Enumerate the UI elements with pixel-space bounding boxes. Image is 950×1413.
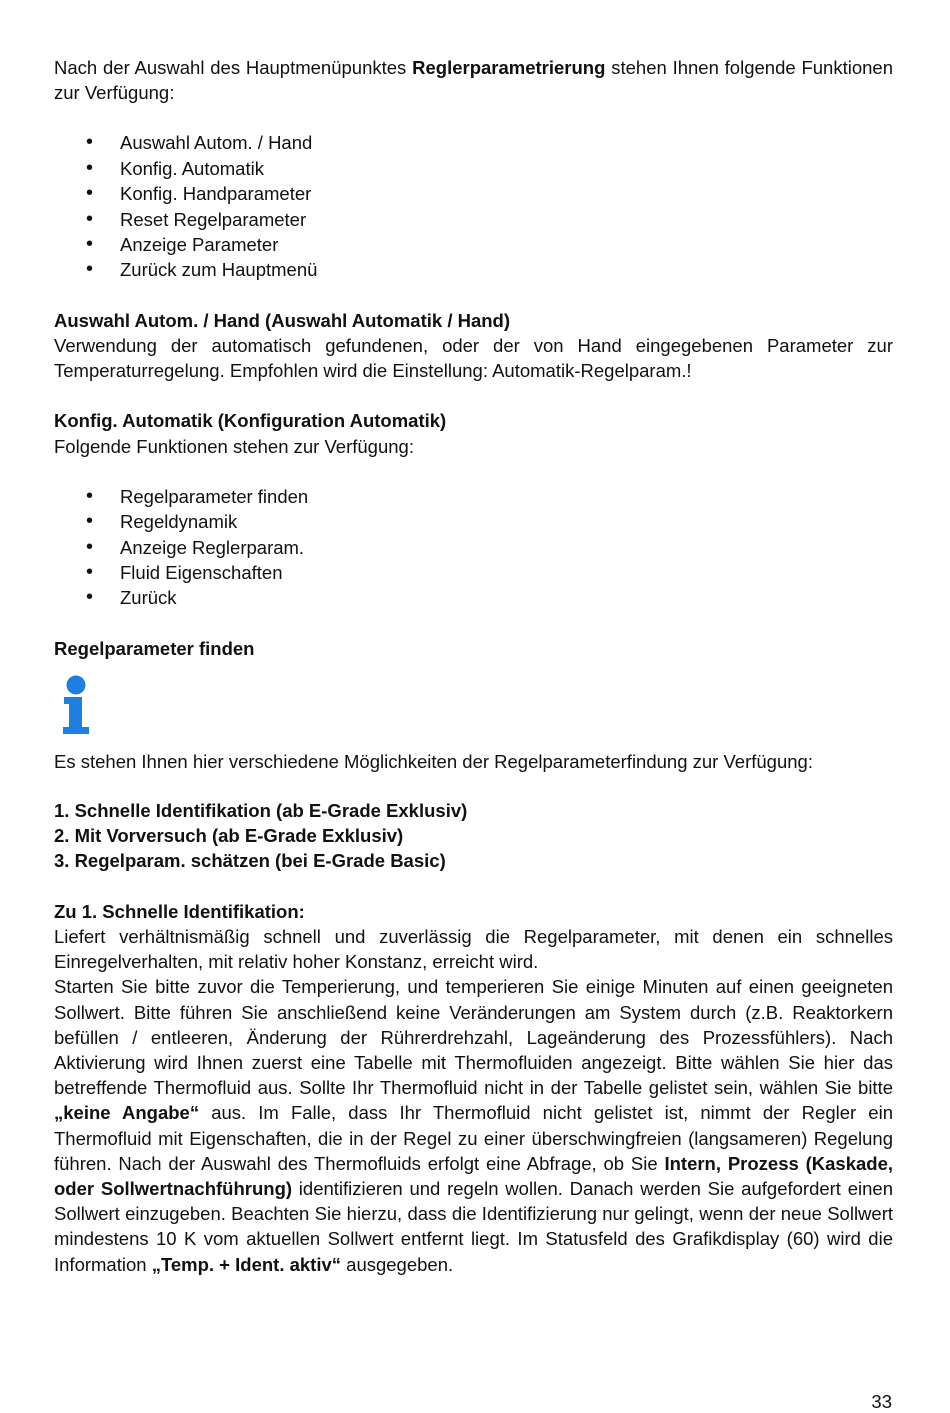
list-item: • Konfig. Automatik (54, 156, 893, 181)
intro-text-end: stehen Ihnen folgende Funktionen zur Verfügung: (54, 57, 893, 104)
konfig-text: Folgende Funktionen stehen zur Verfügung: (54, 435, 414, 457)
main-menu-list (54, 130, 893, 282)
list-item: • Konfig. Handparameter (54, 181, 893, 206)
intro-bold-term: Reglerparametrierung (412, 57, 606, 78)
konfig-heading: Konfig. Automatik (Konfiguration Automatik) (54, 410, 447, 432)
intro-text: Nach der Auswahl des Hauptmenüpunktes (54, 57, 413, 78)
zu1-paragraph-1: Liefert verhältnismäßig schnell und zuverlässig die Regelparameter, mit denen ein schnelles Einregelverhalten, mit relativ hoher Konstanz, erreicht wird. (54, 925, 893, 973)
zu1-heading: Zu 1. Schnelle Identifikation: (54, 900, 305, 922)
zu1-text: Starten Sie bitte zuvor die Temperierung, und temperieren Sie einige Minuten auf einen geeigneten Sollwert. Bitte führen Sie anschließend keine Veränderungen am System durch (z.B. Reaktorkern befüllen / entleeren, Änderung der Rührerdrehzahl, Lageänderung des Prozessfühlers). Nach Aktivierung wird Ihnen zuerst eine Tabelle mit Thermofluiden angezeigt. Bitte wählen Sie hier das betreffende Thermofluid aus. Sollte Ihr Thermofluid nicht in der Tabelle gelistet sein, wählen Sie bitte (54, 976, 893, 1099)
auswahl-text: Verwendung der automatisch gefundenen, oder der von Hand eingegebenen Parameter zur Temperaturregelung. Empfohlen wird die Einstellung: Automatik-Regelparam.! (54, 335, 893, 382)
list-item: • Zurück (54, 585, 893, 610)
zu1-text: identifizieren und regeln wollen. Danach werden Sie aufgefordert einen Sollwert einzugeben. Beachten Sie hierzu, dass die Identifizierung nur gelingt, wenn der neue Sollwert mindestens 10 K vom aktuellen Sollwert entfernt liegt. Im Statusfeld des Grafikdisplay (60) wird die Information (54, 1177, 893, 1275)
regelparameter-heading: Regelparameter finden (54, 637, 255, 659)
list-item: • Anzeige Reglerparam. (54, 535, 893, 560)
list-item: • Zurück zum Hauptmenü (54, 257, 893, 282)
list-item: • Auswahl Autom. / Hand (54, 130, 893, 155)
list-item: • Regeldynamik (54, 509, 893, 534)
konfig-list (54, 484, 893, 611)
auswahl-heading: Auswahl Autom. / Hand (Auswahl Automatik / Hand) (54, 309, 511, 331)
zu1-text: ausgegeben. (341, 1253, 454, 1275)
zu1-text: aus. Im Falle, dass Ihr Thermofluid nicht gelistet ist, nimmt der Regler ein Thermofluid mit Eigenschaften, die in der Regel zu einer überschwingfreien (langsameren) Regelung führen. Nach der Auswahl des Thermofluids erfolgt eine Abfrage, ob Sie (54, 1102, 893, 1174)
list-item: • Reset Regelparameter (54, 207, 893, 232)
list-item: • Regelparameter finden (54, 484, 893, 509)
intro-paragraph (54, 55, 893, 105)
option-item: 2. Mit Vorversuch (ab E-Grade Exklusiv) (54, 825, 404, 847)
zu1-bold-term: „keine Angabe“ (54, 1102, 200, 1124)
document-page (54, 55, 893, 1277)
zu1-paragraph-2 (54, 974, 893, 1276)
option-item: 3. Regelparam. schätzen (bei E-Grade Basic) (54, 849, 446, 871)
list-item: • Anzeige Parameter (54, 232, 893, 257)
option-item: 1. Schnelle Identifikation (ab E-Grade Exklusiv) (54, 800, 468, 822)
zu1-bold-term: „Temp. + Ident. aktiv“ (151, 1253, 342, 1275)
regelparameter-text: Es stehen Ihnen hier verschiedene Möglichkeiten der Regelparameterfindung zur Verfügung: (54, 751, 813, 773)
list-item: • Fluid Eigenschaften (54, 560, 893, 585)
zu1-bold-term: Intern, Prozess (Kaskade, oder Sollwertnachführung) (54, 1152, 893, 1199)
page-number: 33 (871, 1391, 892, 1412)
info-icon (58, 675, 94, 735)
